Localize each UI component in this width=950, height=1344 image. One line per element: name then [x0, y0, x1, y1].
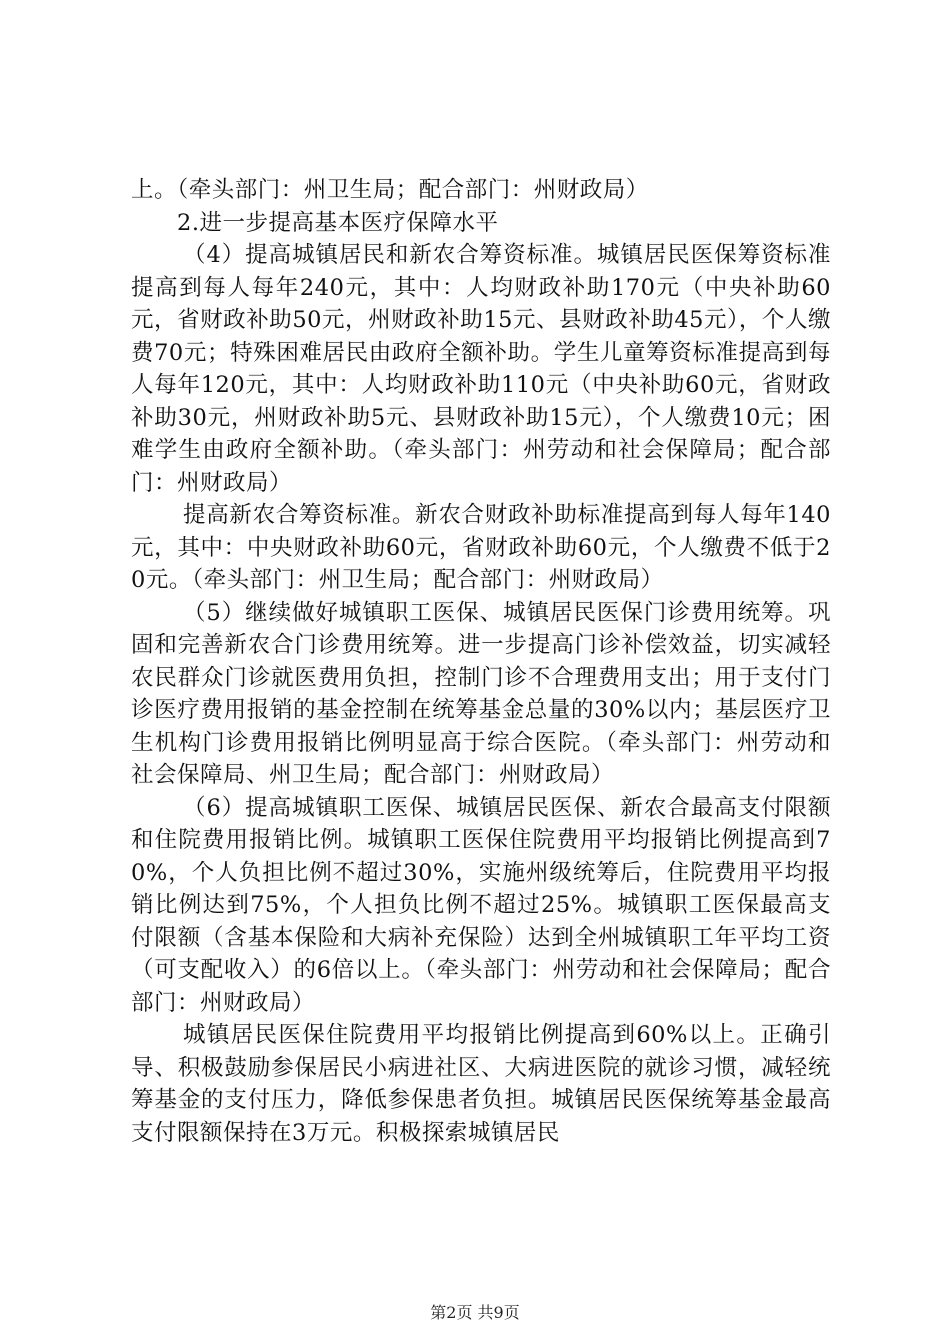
paragraph-item-5: （5）继续做好城镇职工医保、城镇居民医保门诊费用统筹。巩固和完善新农合门诊费用统筹。进一步提高门诊补偿效益，切实减轻农民群众门诊就医费用负担，控制门诊不合理费用支出；用于支付门诊医疗费用报销的基金控制在统筹基金总量的30%以内；基层医疗卫生机构门诊费用报销比例明显高于综合医院。（牵头部门：州劳动和社会保障局、州卫生局；配合部门：州财政局）	[131, 599, 831, 788]
paragraph-item-4: （4）提高城镇居民和新农合筹资标准。城镇居民医保筹资标准提高到每人每年240元，其中：人均财政补助170元（中央补助60元，省财政补助50元，州财政补助15元、县财政补助45元），个人缴费70元；特殊困难居民由政府全额补助。学生儿童筹资标准提高到每人每年120元，其中：人均财政补助110元（中央补助60元，省财政补助30元，州财政补助5元、县财政补助15元），个人缴费10元；困难学生由政府全额补助。（牵头部门：州劳动和社会保障局；配合部门：州财政局）	[131, 242, 831, 496]
paragraph-new-rural-coop: 提高新农合筹资标准。新农合财政补助标准提高到每人每年140元，其中：中央财政补助60元，省财政补助60元，个人缴费不低于20元。（牵头部门：州卫生局；配合部门：州财政局）	[131, 502, 831, 593]
section-heading: 2.进一步提高基本医疗保障水平	[177, 209, 499, 236]
paragraph-continuation: 上。（牵头部门：州卫生局；配合部门：州财政局）	[131, 177, 649, 203]
paragraph-item-6: （6）提高城镇职工医保、城镇居民医保、新农合最高支付限额和住院费用报销比例。城镇职工医保住院费用平均报销比例提高到70%，个人负担比例不超过30%，实施州级统筹后，住院费用平均报销比例达到75%，个人担负比例不超过25%。城镇职工医保最高支付限额（含基本保险和大病补充保险）达到全州城镇职工年平均工资（可支配收入）的6倍以上。（牵头部门：州劳动和社会保障局；配合部门：州财政局）	[131, 794, 831, 1016]
paragraph-urban-residents: 城镇居民医保住院费用平均报销比例提高到60%以上。正确引导、积极鼓励参保居民小病进社区、大病进医院的就诊习惯，减轻统筹基金的支付压力，降低参保患者负担。城镇居民医保统筹基金最高支付限额保持在3万元。积极探索城镇居民	[131, 1022, 831, 1146]
page-footer: 第2页 共9页	[430, 1303, 520, 1322]
document-body	[131, 174, 831, 1149]
